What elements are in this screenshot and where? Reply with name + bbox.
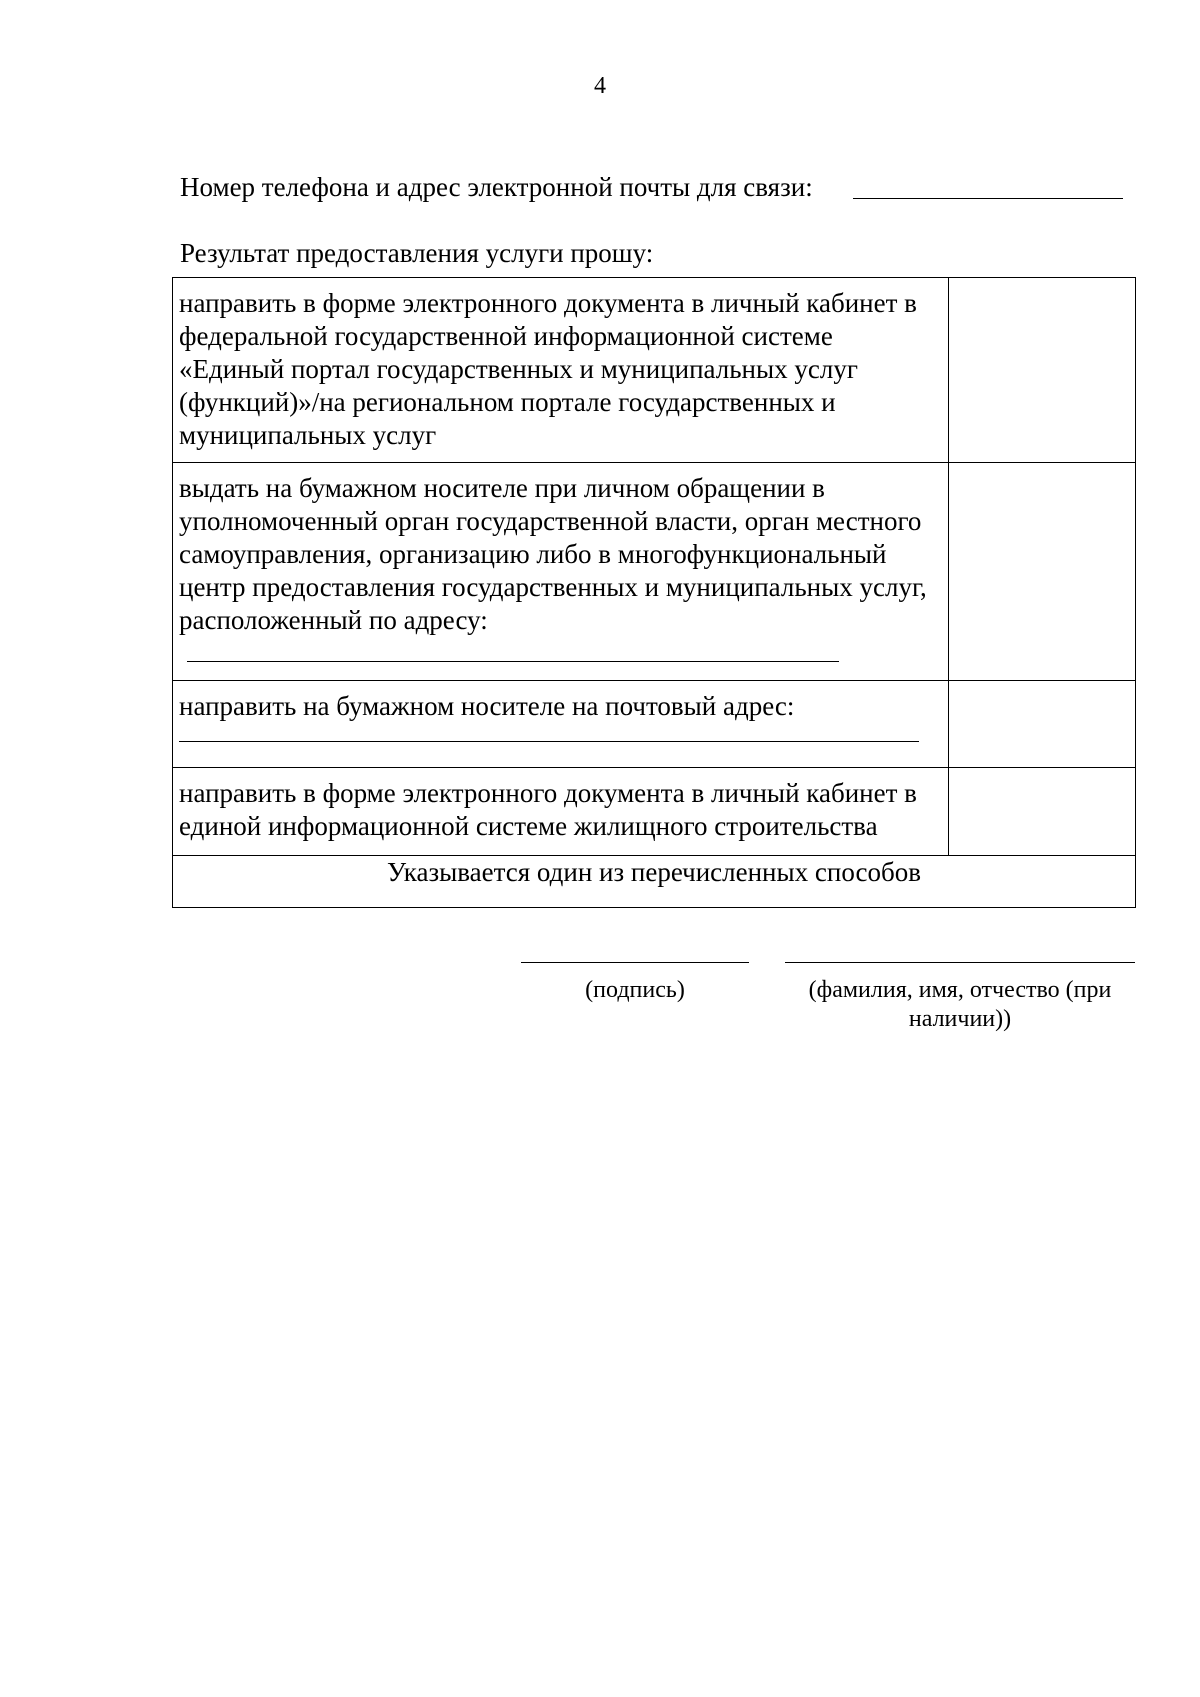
result-title: Результат предоставления услуги прошу: (180, 238, 654, 268)
note-row (173, 856, 1136, 908)
option-text-cell (173, 278, 949, 463)
contact-blank-line[interactable] (853, 198, 1123, 199)
result-options-table (172, 277, 1136, 908)
option-text-cell (173, 463, 949, 681)
option-mark-cell[interactable] (949, 681, 1136, 768)
option-mark-cell[interactable] (949, 463, 1136, 681)
option-row (173, 278, 1136, 463)
option-text-with-blank (173, 463, 948, 675)
signature-blank-line[interactable] (521, 962, 749, 963)
address-blank-line[interactable] (187, 661, 839, 662)
option-mark-cell[interactable] (949, 278, 1136, 463)
option-mark-cell[interactable] (949, 768, 1136, 856)
page-number: 4 (594, 73, 606, 99)
option-row (173, 463, 1136, 681)
contact-label: Номер телефона и адрес электронной почты для связи: (180, 172, 813, 202)
option-text: направить в форме электронного документа в личный кабинет в единой информационной системе жилищного строительства (179, 778, 917, 841)
option-text-cell (173, 681, 949, 768)
option-text: направить на бумажном носителе на почтовый адрес: (179, 691, 795, 721)
option-row (173, 768, 1136, 856)
signature-caption: (подпись) (585, 977, 685, 1003)
option-text: выдать на бумажном носителе при личном обращении в уполномоченный орган государственной власти, орган местного самоуправления, организацию либо в многофункциональный центр предоставления государственных и муниципальных услуг, расположенный по адресу: (179, 473, 927, 635)
option-text-cell (173, 768, 949, 856)
full-name-caption: (фамилия, имя, отчество (при наличии)) (808, 977, 1112, 1032)
full-name-blank-line[interactable] (785, 962, 1135, 963)
postal-address-blank-line[interactable] (179, 741, 919, 742)
option-text-wrap (173, 681, 948, 747)
option-row (173, 681, 1136, 768)
option-text: направить в форме электронного документа в личный кабинет в федеральной государственной информационной системе «Единый портал государственных и муниципальных услуг (функций)»/на региональном портале государственных и муниципальных услуг (179, 288, 917, 450)
note-cell: Указывается один из перечисленных способов (173, 856, 1136, 908)
